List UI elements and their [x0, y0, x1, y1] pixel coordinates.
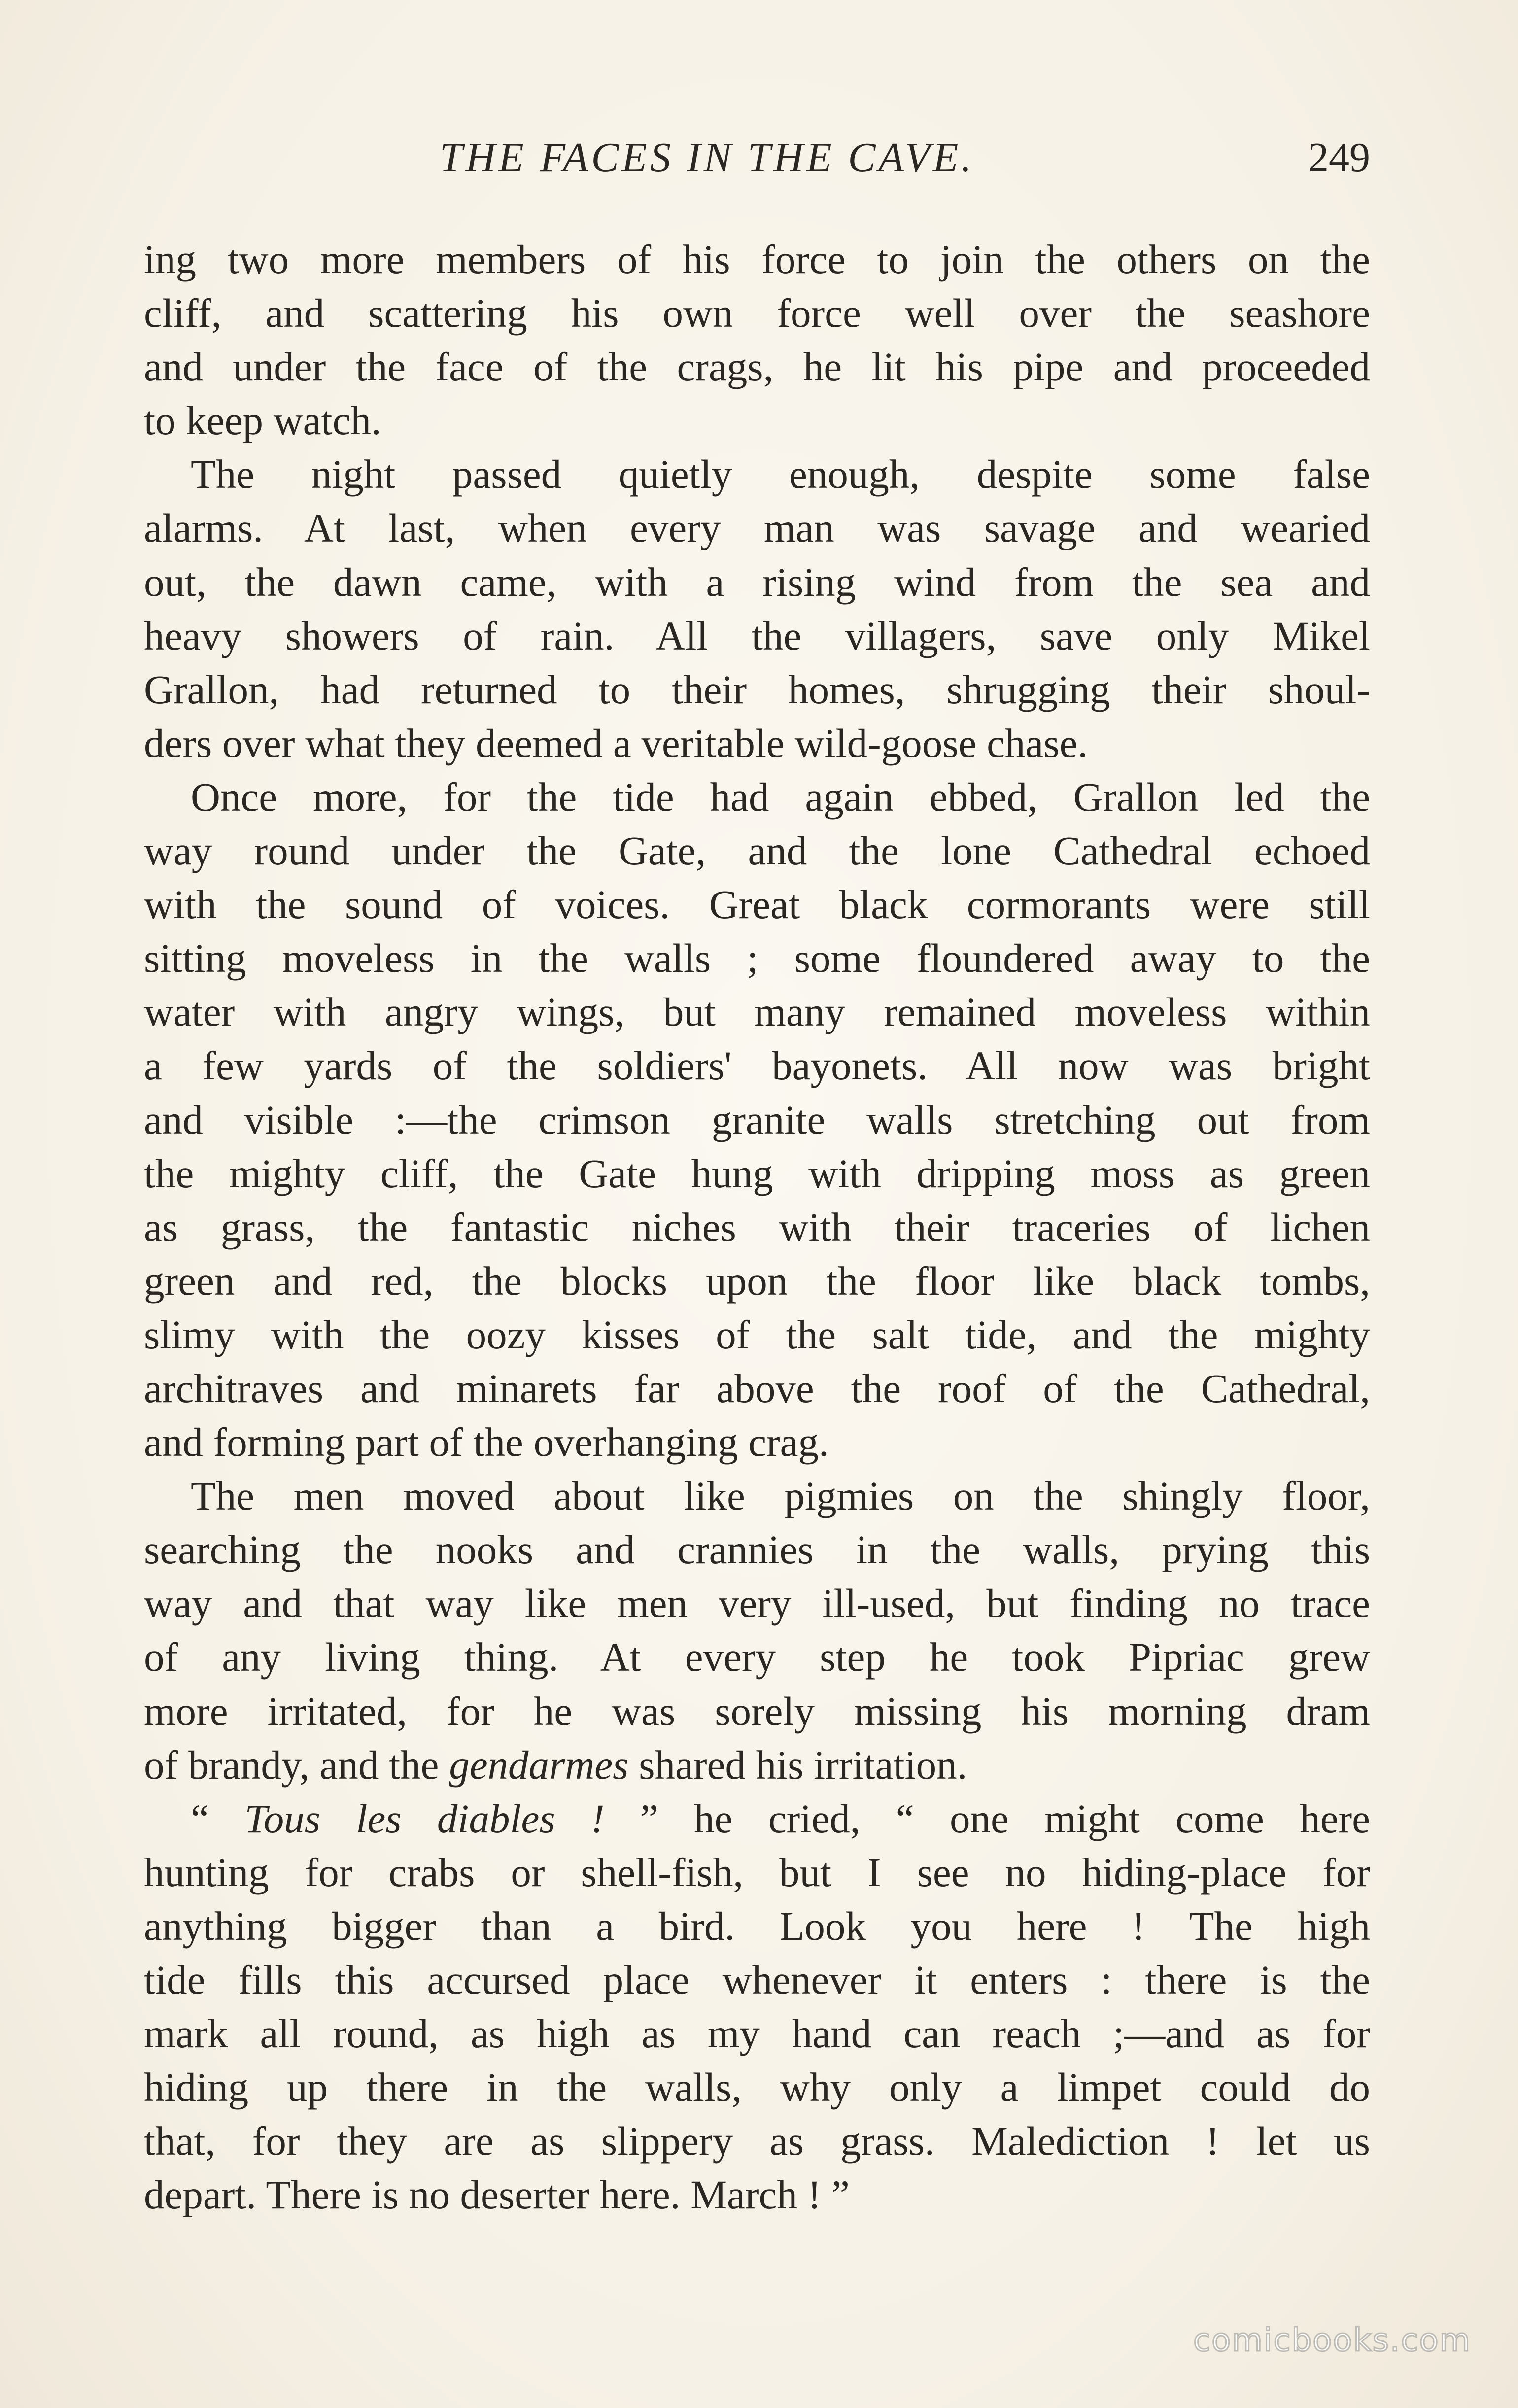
text-line: architraves and minarets far above the roof of the Cathedral,	[144, 1365, 1370, 1411]
page-number: 249	[1308, 135, 1370, 180]
text-line: Grallon, had returned to their homes, shrugging their shoul-	[144, 666, 1370, 712]
text-line: water with angry wings, but many remained moveless within	[144, 989, 1370, 1035]
running-head: THE FACES IN THE CAVE.	[440, 135, 975, 180]
text-line	[144, 1792, 1370, 1846]
text-line: The night passed quietly enough, despite some false	[191, 451, 1370, 497]
text-line: to keep watch.	[144, 398, 381, 444]
page-header	[144, 133, 1370, 182]
text-line: mark all round, as high as my hand can reach ;—and as for	[144, 2011, 1370, 2057]
text-line: cliff, and scattering his own force well over the seashore	[144, 290, 1370, 336]
text-line: the mighty cliff, the Gate hung with dripping moss as green	[144, 1150, 1370, 1196]
text-line: Once more, for the tide had again ebbed, Grallon led the	[191, 774, 1370, 820]
body-text	[144, 233, 1370, 2222]
text-line: slimy with the oozy kisses of the salt tide, and the mighty	[144, 1311, 1370, 1357]
text-line: and forming part of the overhanging crag.	[144, 1419, 829, 1465]
text-line: anything bigger than a bird. Look you here ! The high	[144, 1903, 1370, 1949]
text-line: hiding up there in the walls, why only a limpet could do	[144, 2064, 1370, 2110]
open-quote: “	[191, 1795, 209, 1841]
text-line: sitting moveless in the walls ; some floundered away to the	[144, 935, 1370, 981]
text-line: alarms. At last, when every man was savage and wearied	[144, 505, 1370, 551]
italic-word: gendarmes	[449, 1742, 629, 1788]
text-line: ing two more members of his force to join the others on the	[144, 237, 1370, 282]
text-line: The men moved about like pigmies on the shingly floor,	[191, 1473, 1370, 1519]
text-line: tide fills this accursed place whenever it enters : there is the	[144, 1957, 1370, 2002]
text-line: that, for they are as slippery as grass. Malediction ! let us	[144, 2118, 1370, 2164]
watermark-logo: comicbooks.com	[1193, 2322, 1471, 2359]
text-run: he cried, “ one might come here	[694, 1795, 1370, 1841]
text-line	[144, 1738, 1370, 1792]
italic-phrase: Tous les diables !	[244, 1795, 605, 1841]
text-line: ders over what they deemed a veritable wild-goose chase.	[144, 720, 1088, 766]
close-quote: ”	[640, 1795, 658, 1841]
text-line: hunting for crabs or shell-fish, but I see no hiding-place for	[144, 1849, 1370, 1895]
text-run: shared his irritation.	[639, 1742, 967, 1788]
text-line: with the sound of voices. Great black cormorants were still	[144, 882, 1370, 928]
text-line: way and that way like men very ill-used, but finding no trace	[144, 1581, 1370, 1626]
text-line: heavy showers of rain. All the villagers, save only Mikel	[144, 613, 1370, 658]
text-line: depart. There is no deserter here. March ! ”	[144, 2172, 850, 2218]
text-line: of any living thing. At every step he took Pipriac grew	[144, 1634, 1370, 1680]
text-line: out, the dawn came, with a rising wind from the sea and	[144, 559, 1370, 605]
text-line: green and red, the blocks upon the floor like black tombs,	[144, 1258, 1370, 1304]
text-line: way round under the Gate, and the lone Cathedral echoed	[144, 828, 1370, 874]
text-run: of brandy, and the	[144, 1742, 439, 1788]
text-line: and visible :—the crimson granite walls stretching out from	[144, 1097, 1370, 1142]
text-line: more irritated, for he was sorely missing his morning dram	[144, 1688, 1370, 1734]
text-line: a few yards of the soldiers' bayonets. All now was bright	[144, 1043, 1370, 1089]
text-line: searching the nooks and crannies in the walls, prying this	[144, 1527, 1370, 1573]
text-line: and under the face of the crags, he lit his pipe and proceeded	[144, 344, 1370, 390]
text-line: as grass, the fantastic niches with their traceries of lichen	[144, 1204, 1370, 1250]
